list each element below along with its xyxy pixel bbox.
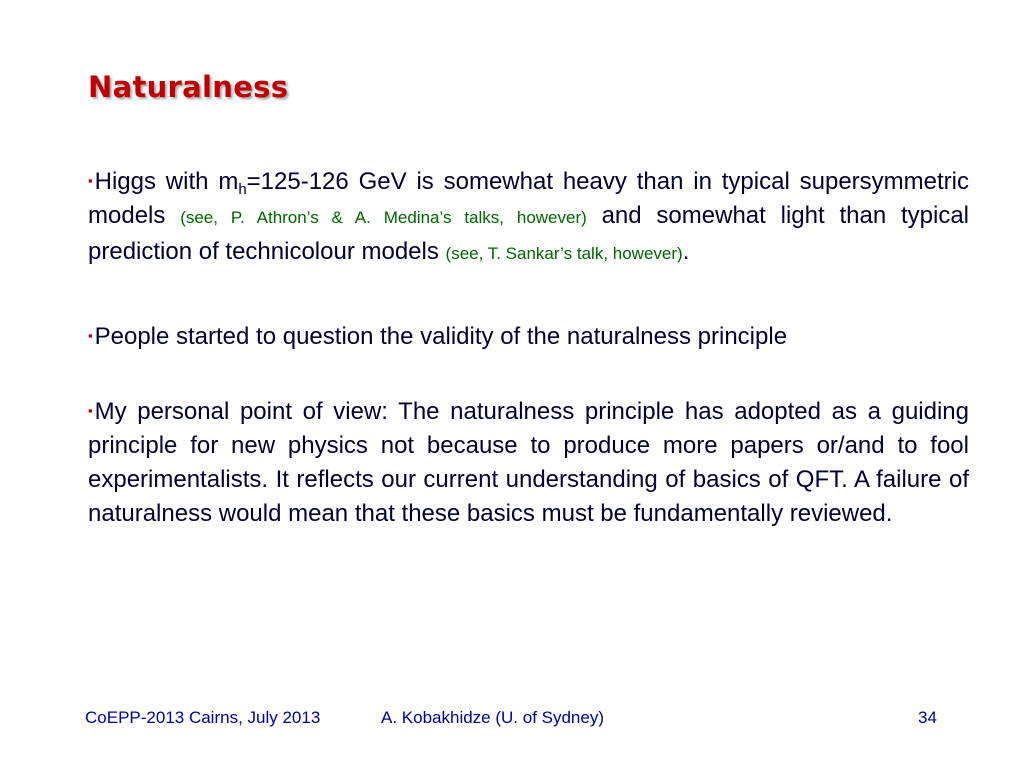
- bullet-item-question-naturalness: [88, 319, 969, 354]
- bullet-item-personal-view: [88, 394, 969, 531]
- bullet-text: My personal point of view: The naturalness principle has adopted as a guiding principle for new physics not because to produce more papers or/and to fool experimentalists. It reflects our current understanding of basics of QFT. A failure of naturalness would mean that these basics must be fundamentally reviewed.: [88, 398, 969, 527]
- bullet-text: .: [682, 238, 690, 265]
- reference-note-technicolour-talk: (see, T. Sankar’s talk, however): [445, 244, 683, 263]
- subscript-h: h: [238, 181, 247, 198]
- reference-note-susy-talks: (see, P. Athron’s & A. Medina’s talks, however): [180, 208, 587, 227]
- bullet-text: People started to question the validity of the naturalness principle: [94, 323, 788, 350]
- slide-body: [88, 164, 969, 531]
- bullet-marker-icon: ▪: [88, 173, 93, 188]
- bullet-item-higgs-mass: [88, 164, 969, 271]
- bullet-marker-icon: ▪: [88, 403, 93, 418]
- page-number: 34: [918, 708, 937, 727]
- bullet-text: =125-126 GeV is somewhat heavy than in typical supersymmetric models: [88, 168, 969, 229]
- footer-author: A. Kobakhidze (U. of Sydney): [381, 708, 605, 727]
- bullet-text: and somewhat light than typical prediction of technicolour models: [88, 202, 969, 265]
- footer-conference: CoEPP-2013 Cairns, July 2013: [85, 708, 321, 727]
- slide-title: Naturalness: [88, 70, 289, 104]
- bullet-marker-icon: ▪: [88, 328, 93, 343]
- bullet-text: Higgs with m: [94, 168, 239, 195]
